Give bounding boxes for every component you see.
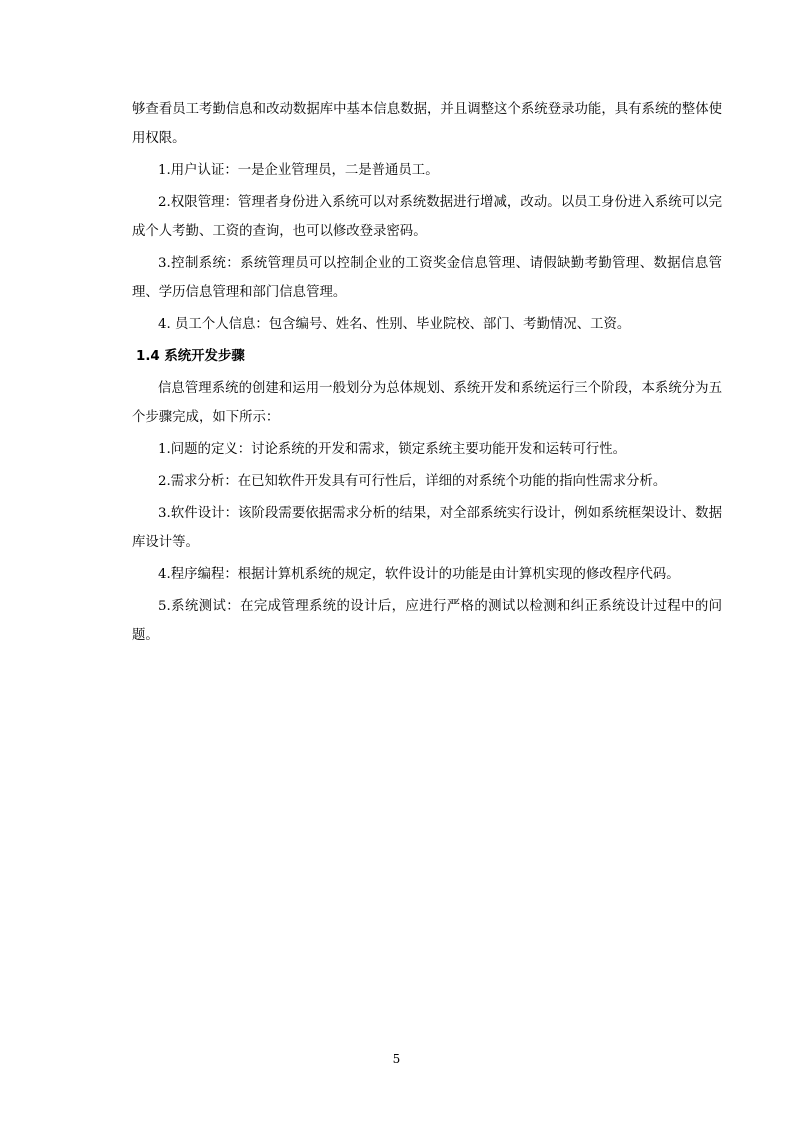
section-heading: 1.4 系统开发步骤 [136,349,245,364]
paragraph-step-programming: 4.程序编程：根据计算机系统的规定，软件设计的功能是由计算机实现的修改程序代码。 [158,567,680,582]
paragraph-user-auth: 1.用户认证：一是企业管理员，二是普通员工。 [158,163,439,178]
paragraph-step-definition: 1.问题的定义：讨论系统的开发和需求，锁定系统主要功能开发和运转可行性。 [158,442,627,457]
paragraph-step-testing: 5.系统测试：在完成管理系统的设计后，应进行严格的测试以检测和纠正系统设计过程中的问题。 [132,599,722,643]
paragraph-step-design: 3.软件设计：该阶段需要依据需求分析的结果，对全部系统实行设计，例如系统框架设计、数据库设计等。 [132,506,722,550]
paragraph-control-system: 3.控制系统：系统管理员可以控制企业的工资奖金信息管理、请假缺勤考勤管理、数据信息管理、学历信息管理和部门信息管理。 [132,256,722,300]
paragraph-step-analysis: 2.需求分析：在已知软件开发具有可行性后，详细的对系统个功能的指向性需求分析。 [158,474,667,489]
paragraph-section-intro: 信息管理系统的创建和运用一般划分为总体规划、系统开发和系统运行三个阶段，本系统分为五个步骤完成，如下所示： [132,381,722,425]
page-number: 5 [392,1052,401,1066]
paragraph-continued: 够查看员工考勤信息和改动数据库中基本信息数据，并且调整这个系统登录功能，具有系统的整体使用权限。 [132,102,722,146]
page-content [132,95,722,653]
paragraph-employee-info: 4. 员工个人信息：包含编号、姓名、性别、毕业院校、部门、考勤情况、工资。 [158,317,631,332]
paragraph-permission: 2.权限管理：管理者身份进入系统可以对系统数据进行增减，改动。以员工身份进入系统可以完成个人考勤、工资的查询，也可以修改登录密码。 [132,195,722,239]
